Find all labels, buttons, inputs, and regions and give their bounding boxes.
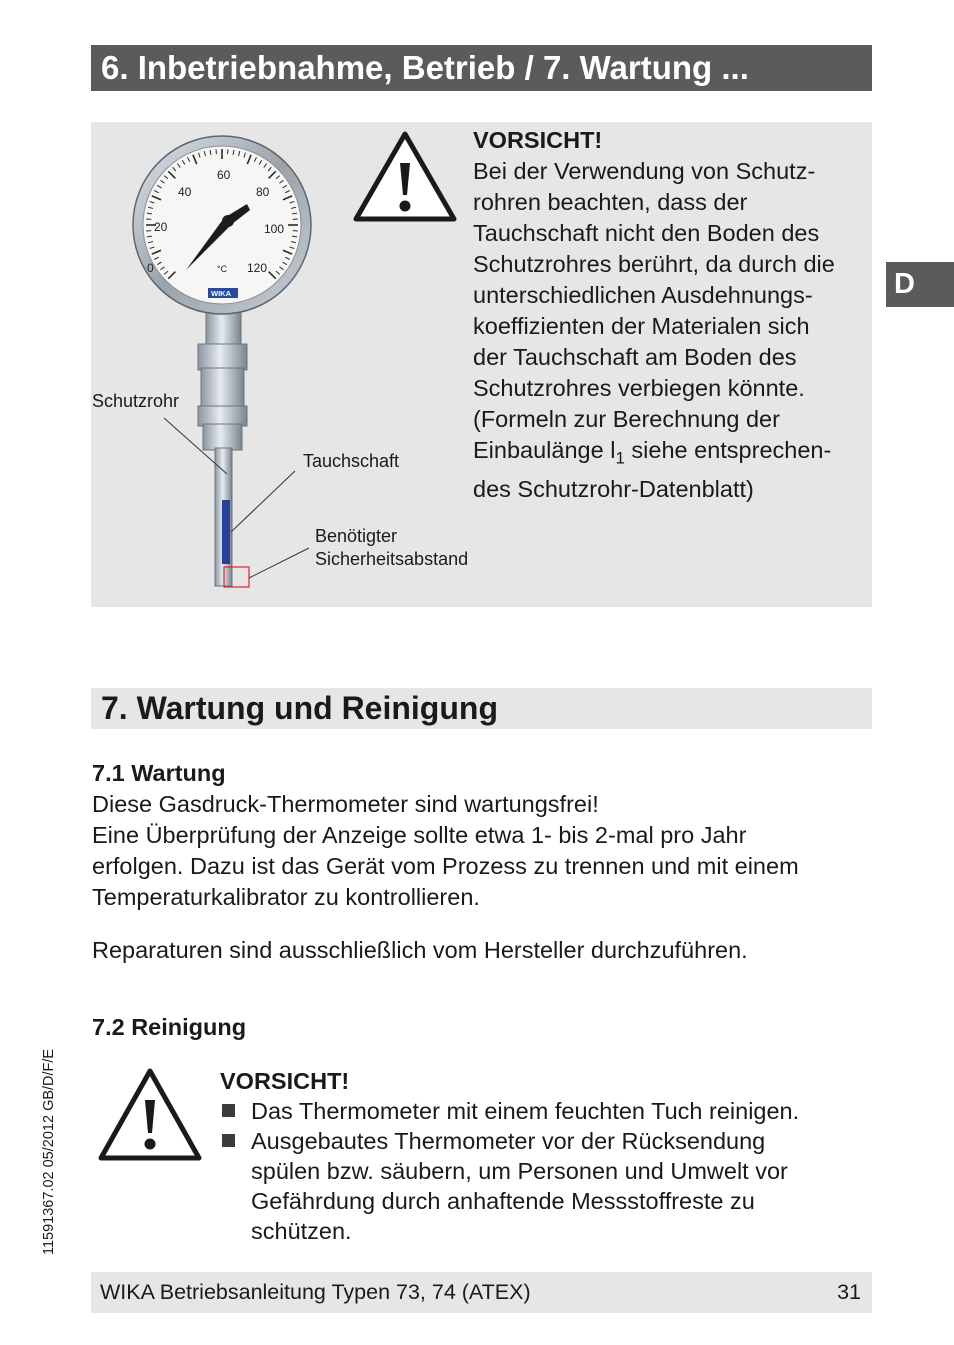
dial-tick-label: 80 <box>256 185 270 199</box>
bullet-square-icon <box>222 1134 235 1147</box>
text-line: Temperaturkalibrator zu kontrollieren. <box>92 884 480 910</box>
subscript: 1 <box>615 448 625 468</box>
section-title: 7. Wartung und Reinigung <box>91 688 872 729</box>
caution-line: koeffizienten der Materialen sich <box>473 313 810 339</box>
caution-title: VORSICHT! <box>220 1068 350 1094</box>
caution-line: Tauchschaft nicht den Boden des <box>473 220 820 246</box>
dial-tick-label: 100 <box>264 222 285 236</box>
text-line: Diese Gasdruck-Thermometer sind wartungsfrei! <box>92 791 599 817</box>
caution-line: Schutzrohres verbiegen könnte. <box>473 375 805 401</box>
language-tab: D <box>886 262 954 307</box>
bullet-item <box>220 1096 870 1126</box>
chapter-title: 6. Inbetriebnahme, Betrieb / 7. Wartung ... <box>91 45 872 91</box>
label-schutzrohr: Schutzrohr <box>92 391 180 411</box>
caution-line: (Formeln zur Berechnung der <box>473 406 780 432</box>
subsection-heading-reinigung: 7.2 Reinigung <box>92 1014 247 1040</box>
caution-line: Bei der Verwendung von Schutz- <box>473 158 816 184</box>
dial-tick-label: 120 <box>247 261 268 275</box>
leader-line <box>249 548 309 578</box>
dial-tick-label: 40 <box>178 185 192 199</box>
caution-panel <box>91 122 872 607</box>
warning-triangle-icon <box>96 1066 204 1164</box>
caution-line <box>473 435 868 474</box>
dial-brand: WIKA <box>211 289 231 298</box>
footer <box>91 1272 872 1313</box>
dial-unit: °C <box>217 264 228 274</box>
caution-line: rohren beachten, dass der <box>473 189 748 215</box>
repair-paragraph: Reparaturen sind ausschließlich vom Hersteller durchzuführen. <box>92 937 748 963</box>
document-code: 11591367.02 05/2012 GB/D/F/E <box>41 1048 57 1255</box>
page-number: 31 <box>837 1280 861 1304</box>
caution-line: des Schutzrohr-Datenblatt) <box>473 475 754 502</box>
caution-text <box>473 125 868 505</box>
tauchschaft-marker <box>222 500 230 564</box>
text-line: Eine Überprüfung der Anzeige sollte etwa 1- bis 2-mal pro Jahr <box>92 822 747 848</box>
caution-line: unterschiedlichen Ausdehnungs- <box>473 282 813 308</box>
bullet-item <box>220 1126 870 1246</box>
leader-line <box>231 471 295 532</box>
label-abstand-1: Benötigter <box>315 526 398 546</box>
bullet-text: Das Thermometer mit einem feuchten Tuch reinigen. <box>251 1098 800 1124</box>
bullet-text: Gefährdung durch anhaftende Messstoffreste zu <box>251 1188 755 1214</box>
dial-tick-label: 20 <box>154 220 168 234</box>
caution-line: der Tauchschaft am Boden des <box>473 344 797 370</box>
caution-line-part: Einbaulänge l <box>473 437 616 463</box>
bullet-text: Ausgebautes Thermometer vor der Rücksendung <box>251 1128 766 1154</box>
label-tauchschaft: Tauchschaft <box>303 451 400 471</box>
caution-line: Schutzrohres berührt, da durch die <box>473 251 835 277</box>
wartung-paragraph <box>92 789 872 913</box>
text-line: erfolgen. Dazu ist das Gerät vom Prozess zu trennen und mit einem <box>92 853 799 879</box>
bullet-text: spülen bzw. säubern, um Personen und Umwelt vor <box>251 1158 788 1184</box>
dial-tick-label: 0 <box>147 261 154 275</box>
bullet-text: schützen. <box>251 1218 352 1244</box>
label-abstand-2: Sicherheitsabstand <box>315 549 469 569</box>
caution-line-part: siehe entsprechen- <box>624 437 832 463</box>
warning-triangle-icon <box>351 129 459 225</box>
dial-tick-label: 60 <box>217 168 231 182</box>
footer-title: WIKA Betriebsanleitung Typen 73, 74 (ATEX) <box>100 1280 531 1304</box>
bullet-square-icon <box>222 1104 235 1117</box>
subsection-heading-wartung: 7.1 Wartung <box>92 760 226 786</box>
caution-title: VORSICHT! <box>473 127 603 153</box>
cleaning-caution <box>220 1066 870 1246</box>
